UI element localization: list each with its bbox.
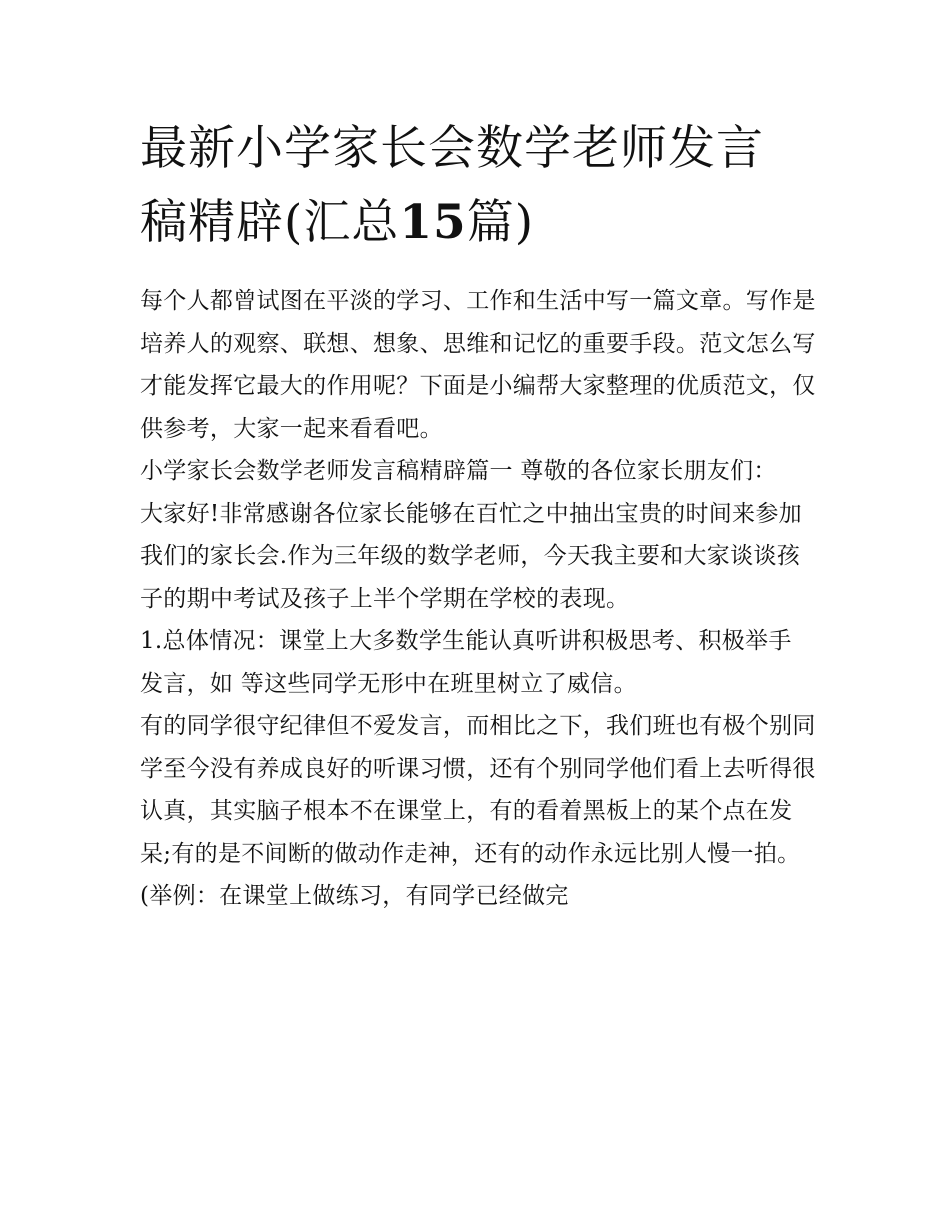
intro-paragraph: 每个人都曾试图在平淡的学习、工作和生活中写一篇文章。写作是培养人的观察、联想、想象、思维和记忆的重要手段。范文怎么写才能发挥它最大的作用呢？下面是小编帮大家整理的优质范文，仅供参考，大家一起来看看吧。 [140,288,816,442]
document-body [140,280,820,918]
overall-situation-paragraph: 1.总体情况：课堂上大多数学生能认真听讲积极思考、积极举手发言，如 等这些同学无形中在班里树立了威信。 [140,628,792,697]
title-number: 15 [399,195,467,250]
document-title [140,112,820,260]
greeting-paragraph: 大家好!非常感谢各位家长能够在百忙之中抽出宝贵的时间来参加我们的家长会.作为三年级的数学老师，今天我主要和大家谈谈孩子的期中考试及孩子上半个学期在学校的表现。 [140,500,802,612]
title-line-2-prefix: 稿精辟(汇总 [140,195,400,250]
section-heading-paragraph: 小学家长会数学老师发言稿精辟篇一 尊敬的各位家长朋友们： [140,458,777,484]
discipline-paragraph: 有的同学很守纪律但不爱发言，而相比之下，我们班也有极个别同学至今没有养成良好的听课习惯，还有个别同学他们看上去听得很认真，其实脑子根本不在课堂上，有的看着黑板上的某个点在发呆;有的是不间断的做动作走神，还有的动作永远比别人慢一拍。(举例：在课堂上做练习，有同学已经做完 [140,713,816,909]
title-line-1: 最新小学家长会数学老师发言 [140,121,764,176]
title-line-2-suffix: 篇) [466,195,535,250]
